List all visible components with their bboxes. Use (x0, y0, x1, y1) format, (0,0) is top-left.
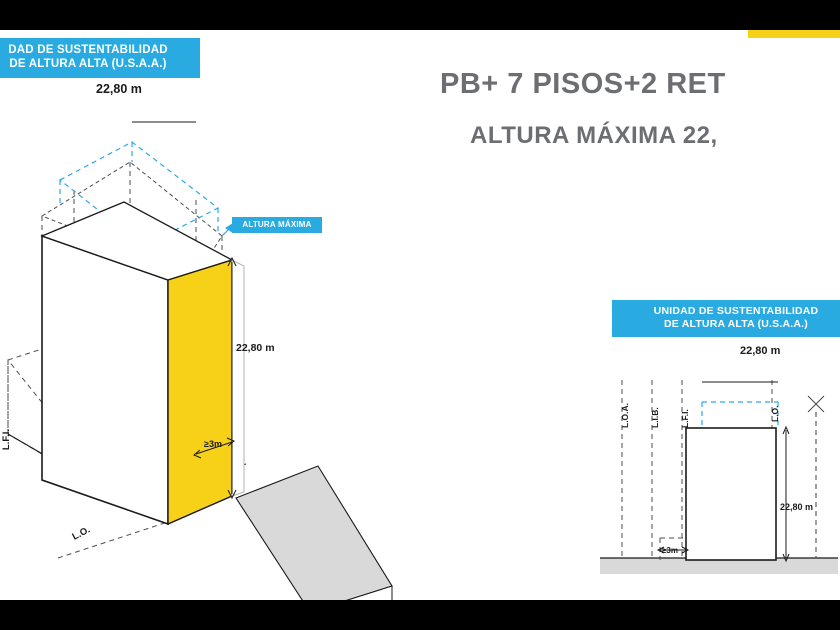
usaa-badge-line1: DAD DE SUSTENTABILIDAD (8, 44, 168, 56)
elev-top-dimension: 22,80 m (740, 345, 781, 357)
iso-setback-dimension: ≥3m (204, 439, 222, 449)
elev-vlabel-lo: L.O. (770, 405, 780, 422)
building-right-sliver (232, 260, 244, 496)
iso-face-dimension: 22,80 m (236, 342, 275, 354)
iso-lfi-label: L.F.I. (1, 428, 13, 451)
elev-height-dimension: 22,80 m (780, 502, 814, 512)
isometric-diagram (0, 30, 430, 600)
building-elevation-block (686, 428, 776, 560)
elev-vlabel-lfi: L.F.I. (680, 409, 690, 428)
iso-lo-label: L.O. (70, 524, 92, 543)
altura-maxima-callout: ALTURA MÁXIMA (232, 217, 322, 233)
elev-setback-dimension: ≥3m (662, 546, 678, 555)
iso-top-dimension: 22,80 m (96, 82, 142, 96)
usaa-badge-isometric (0, 38, 200, 78)
usaa-badge-elev-line2: DE ALTURA ALTA (U.S.A.A.) (663, 318, 808, 331)
isometric-drawing (0, 30, 430, 600)
slide-page (0, 30, 840, 600)
usaa-badge-elev-line1: UNIDAD DE SUSTENTABILIDAD (653, 305, 819, 317)
yellow-accent-strip (748, 30, 840, 38)
page-title-line1: PB+ 7 PISOS+2 RET (440, 68, 726, 100)
break-symbol (808, 396, 824, 558)
usaa-badge-elevation (612, 300, 840, 337)
elev-vlabel-loa: L.O.A. (620, 402, 630, 428)
elev-vlabel-lib: L.I.B. (650, 407, 660, 428)
usaa-badge-line2: DE ALTURA ALTA (U.S.A.A.) (9, 58, 167, 71)
elevation-diagram (590, 270, 840, 600)
elev-height-dimension-line (783, 427, 789, 561)
page-title-line2: ALTURA MÁXIMA 22, (470, 122, 718, 149)
building-left-face (42, 236, 168, 524)
building-highlight-face (168, 260, 232, 524)
street-plane (236, 466, 392, 600)
